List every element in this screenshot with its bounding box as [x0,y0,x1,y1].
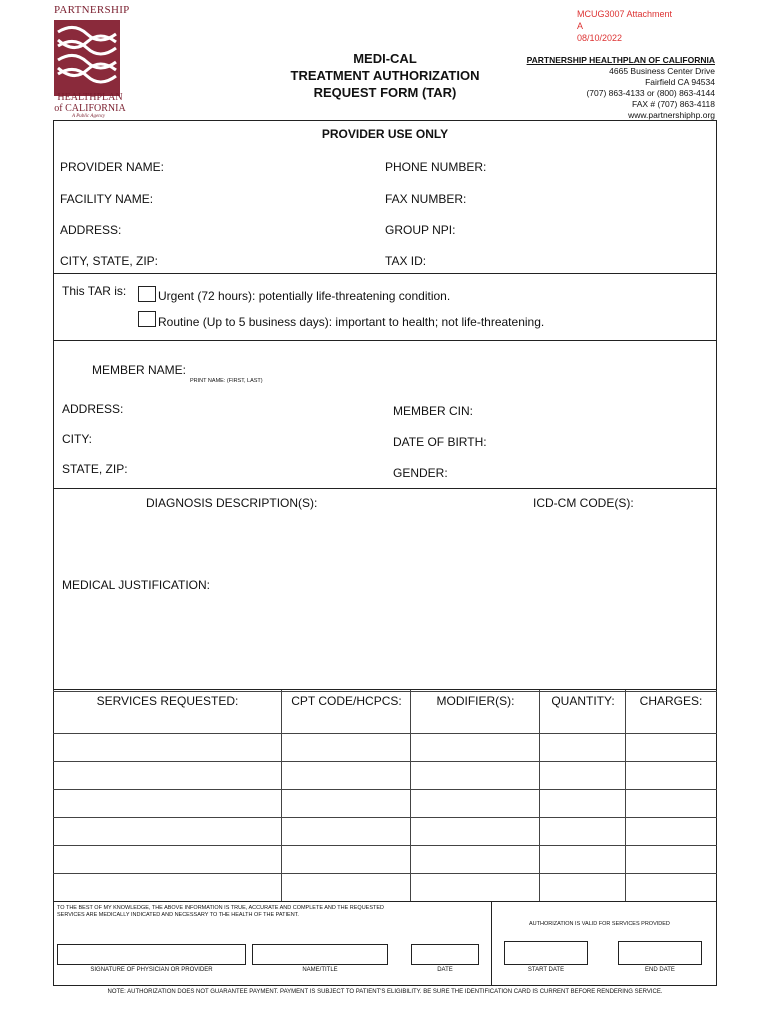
organization-address [470,55,715,121]
attachment-id: MCUG3007 Attachment A [577,9,673,31]
logo-mid-text: HEALTHPLAN [57,92,123,103]
divider-member [53,488,717,489]
divider-provider [53,273,717,274]
partnership-logo-mark-icon [54,20,120,96]
table-row-line [53,733,717,734]
organization-phone: (707) 863-4133 or (800) 863-4144 [586,88,715,98]
title-line-1: MEDI-CAL [353,51,417,66]
attachment-date: 08/10/2022 [577,33,623,43]
date-of-birth-field[interactable]: DATE OF BIRTH: [393,435,487,449]
table-row-line [53,789,717,790]
routine-option-label: Routine (Up to 5 business days): important to health; not life-threatening. [158,315,545,329]
signature-label: SIGNATURE OF PHYSICIAN OR PROVIDER [90,967,213,973]
organization-street: 4665 Business Center Drive [609,66,715,76]
logo-tagline: A Public Agency [72,114,106,119]
member-address-field[interactable]: ADDRESS: [62,402,124,416]
start-date-box[interactable] [504,941,588,965]
table-row-line [53,817,717,818]
member-name-field[interactable]: MEMBER NAME: [92,363,187,377]
section-provider-title: PROVIDER USE ONLY [321,127,449,141]
col-charges: CHARGES: [639,694,703,708]
attestation-text-2: SERVICES ARE MEDICALLY INDICATED AND NECESSARY TO THE HEALTH OF THE PATIENT. [57,912,299,918]
organization-city: Fairfield CA 94534 [645,77,715,87]
provider-city-state-zip-field[interactable]: CITY, STATE, ZIP: [60,254,159,268]
diagnosis-description-field[interactable]: DIAGNOSIS DESCRIPTION(S): [146,496,318,510]
col-modifiers: MODIFIER(S): [436,694,515,708]
print-name-hint: PRINT NAME: (FIRST, LAST) [190,378,263,384]
attestation-divider [491,901,492,986]
icd-codes-field[interactable]: ICD-CM CODE(S): [533,496,634,510]
provider-address-field[interactable]: ADDRESS: [60,223,122,237]
col-services-requested: SERVICES REQUESTED: [96,694,239,708]
col-divider-3 [539,690,540,902]
end-date-label: END DATE [645,967,675,973]
col-divider-2 [410,690,411,902]
name-title-box[interactable] [252,944,388,965]
validity-text: AUTHORIZATION IS VALID FOR SERVICES PROVIDED [529,921,670,927]
col-quantity: QUANTITY: [551,694,615,708]
phone-number-field[interactable]: PHONE NUMBER: [385,160,487,174]
member-city-field[interactable]: CITY: [62,432,93,446]
col-divider-1 [281,690,282,902]
urgent-checkbox[interactable] [138,286,156,302]
start-date-label: START DATE [527,967,565,973]
name-title-label: NAME/TITLE [302,967,338,973]
medical-justification-field[interactable]: MEDICAL JUSTIFICATION: [62,578,211,592]
table-row-line [53,873,717,874]
date-box[interactable] [411,944,479,965]
provider-name-field[interactable]: PROVIDER NAME: [60,160,165,174]
organization-fax: FAX # (707) 863-4118 [631,99,715,109]
title-line-2: TREATMENT AUTHORIZATION [290,68,480,83]
group-npi-field[interactable]: GROUP NPI: [385,223,456,237]
partnership-logo [54,4,130,120]
fax-number-field[interactable]: FAX NUMBER: [385,192,467,206]
attachment-reference [577,8,678,44]
table-bottom-border [53,901,717,902]
col-cpt-code: CPT CODE/HCPCS: [291,694,402,708]
gender-field[interactable]: GENDER: [393,466,448,480]
urgent-option-label: Urgent (72 hours): potentially life-threatening condition. [158,289,451,303]
logo-bottom-text: of CALIFORNIA [54,103,126,114]
logo-top-text: PARTNERSHIP [54,4,130,16]
member-state-zip-field[interactable]: STATE, ZIP: [62,462,128,476]
member-cin-field[interactable]: MEMBER CIN: [393,404,474,418]
payment-note: NOTE: AUTHORIZATION DOES NOT GUARANTEE PAYMENT. PAYMENT IS SUBJECT TO PATIENT'S ELIGIBILITY. BE SURE THE IDENTIFICATION CARD IS CURRENT BEFORE RENDERING SERVICE. [107,989,663,995]
divider-tar-type [53,340,717,341]
facility-name-field[interactable]: FACILITY NAME: [60,192,154,206]
date-label: DATE [437,967,453,973]
divider-diagnosis [53,689,717,690]
signature-box[interactable] [57,944,246,965]
form-frame [53,120,717,986]
table-row-line [53,761,717,762]
attestation-text-1: TO THE BEST OF MY KNOWLEDGE, THE ABOVE INFORMATION IS TRUE, ACCURATE AND COMPLETE AND THE REQUESTED [57,905,385,911]
organization-name: PARTNERSHIP HEALTHPLAN OF CALIFORNIA [526,55,715,65]
tax-id-field[interactable]: TAX ID: [385,254,427,268]
routine-checkbox[interactable] [138,311,156,327]
organization-website: www.partnershiphp.org [628,110,715,120]
form-title [270,50,500,101]
col-divider-4 [625,690,626,902]
tar-type-label: This TAR is: [62,284,127,298]
end-date-box[interactable] [618,941,702,965]
table-row-line [53,845,717,846]
table-top-border [53,691,717,692]
title-line-3: REQUEST FORM (TAR) [313,85,457,100]
